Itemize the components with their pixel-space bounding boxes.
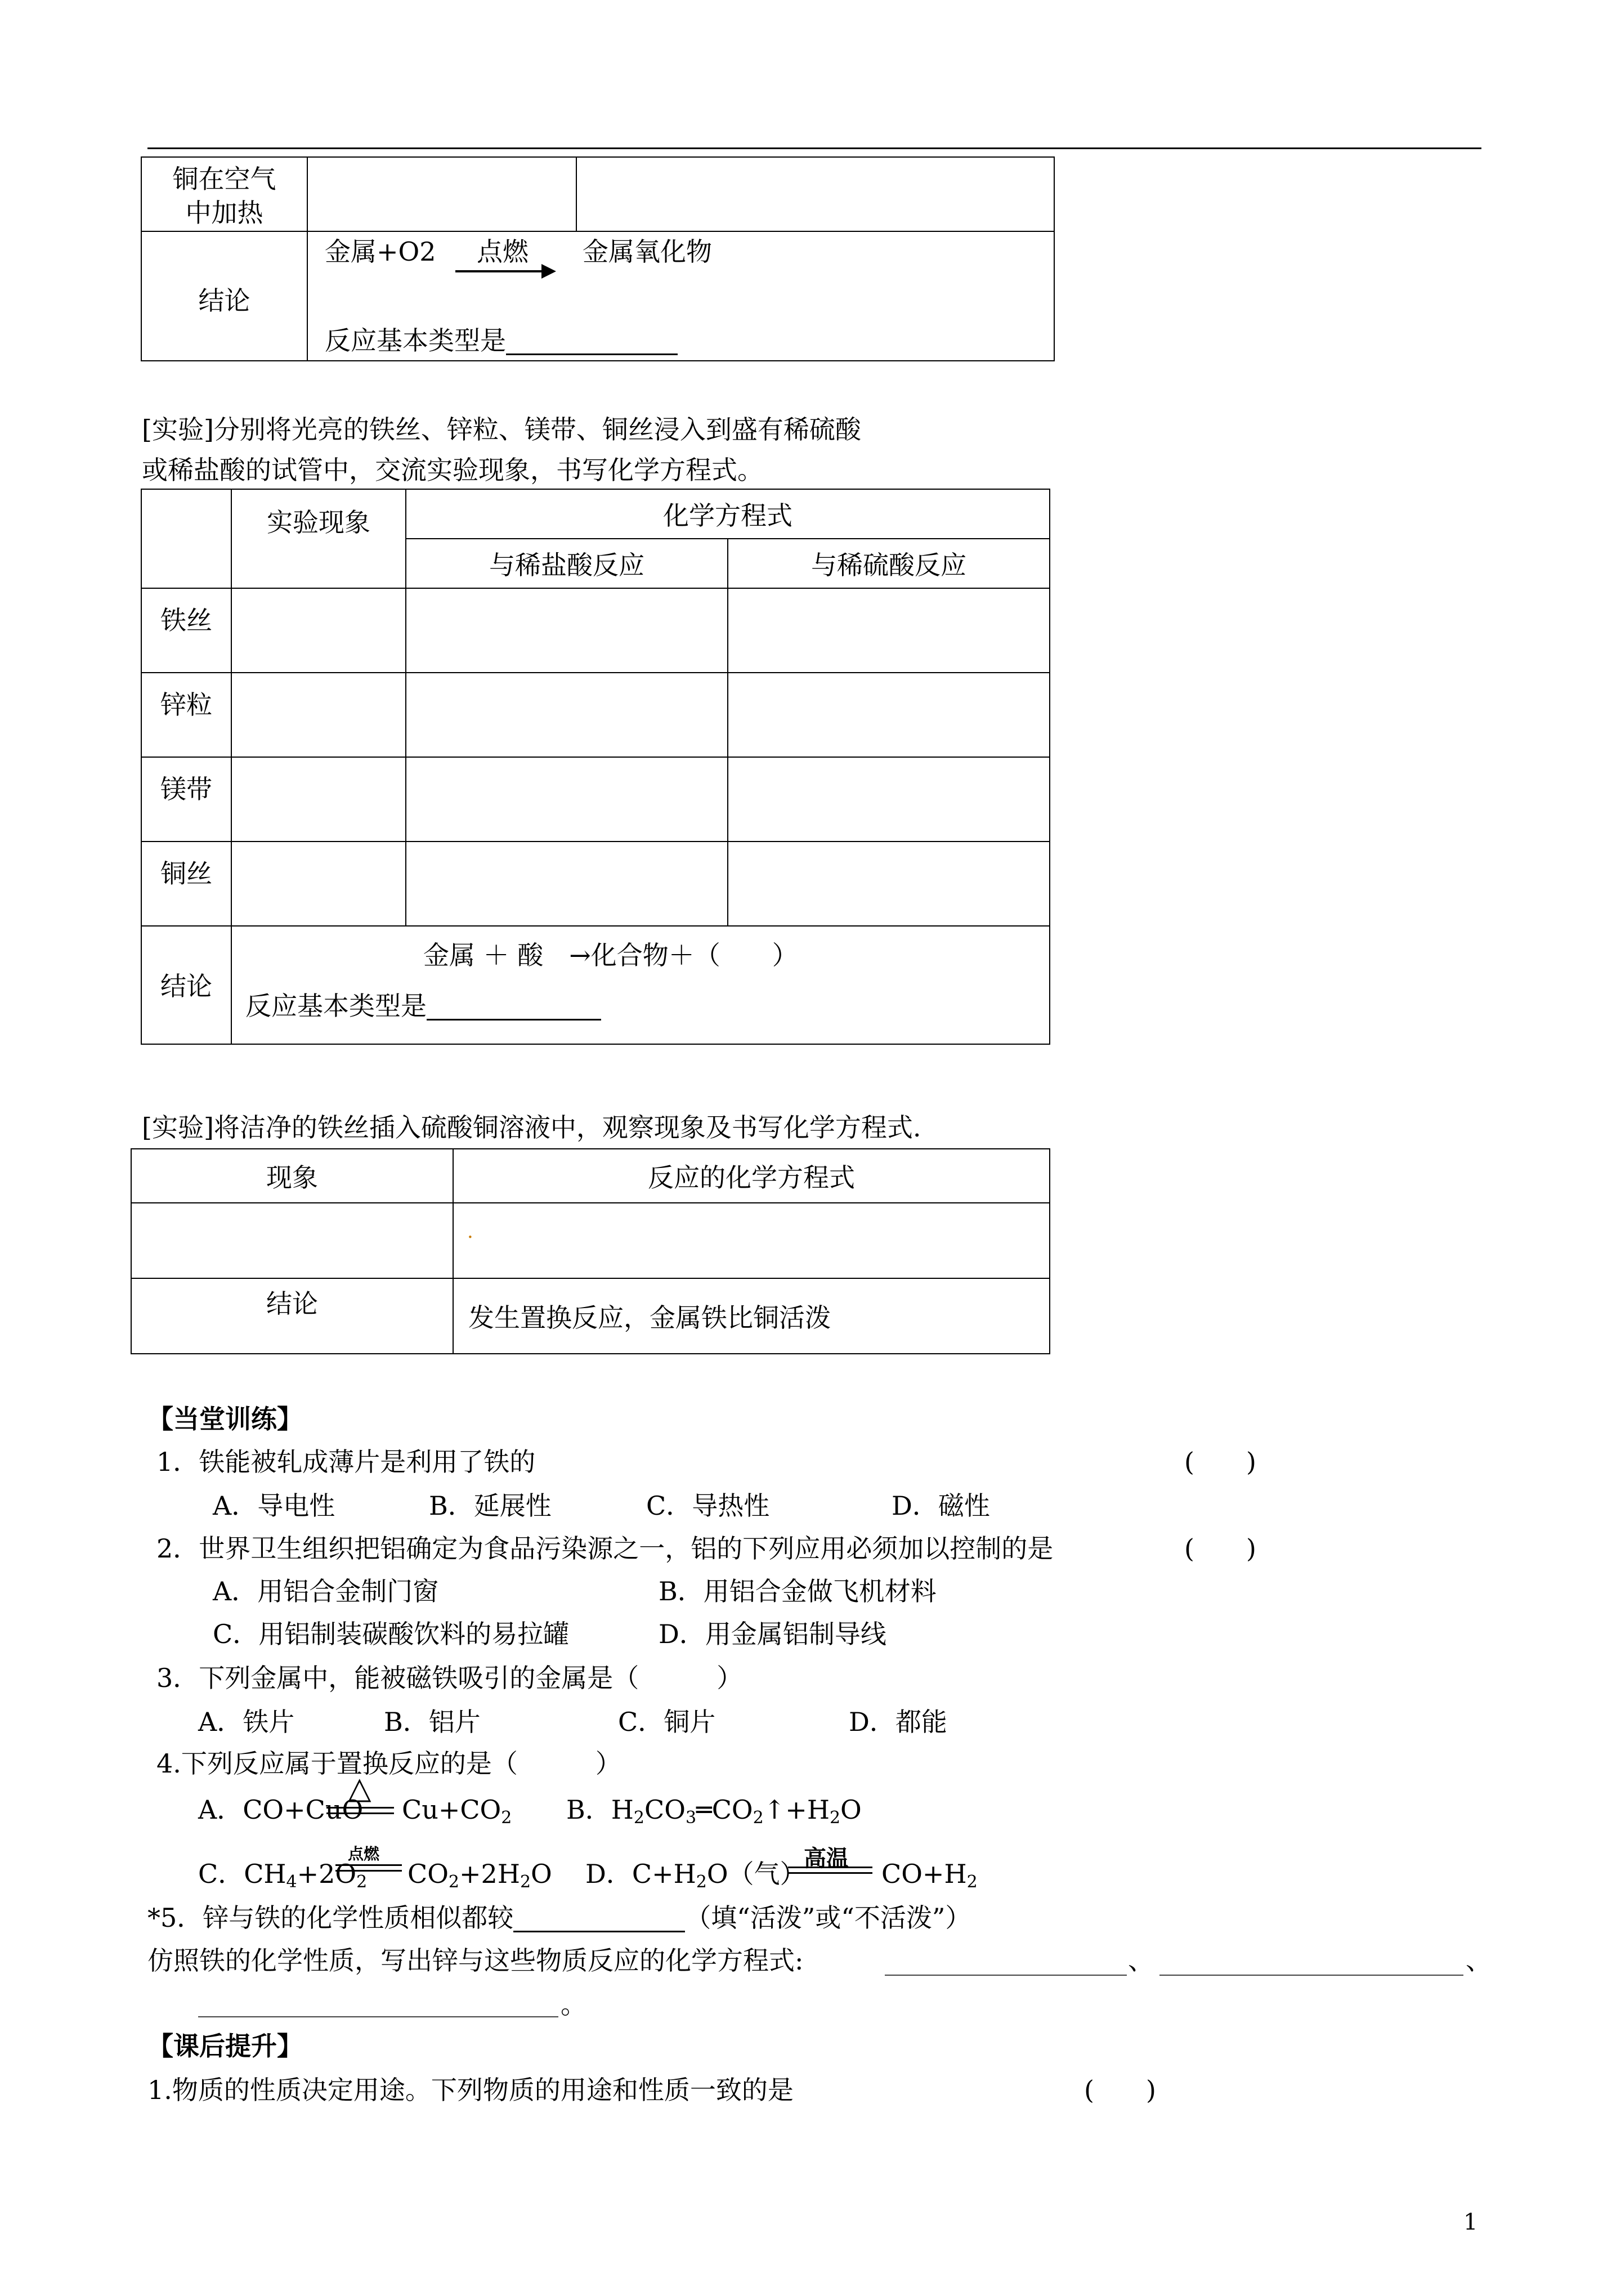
q4-b-tail: ↑+H bbox=[763, 1794, 830, 1825]
cell-cu-phenomenon[interactable] bbox=[231, 842, 406, 926]
page-number: 1 bbox=[1463, 2209, 1478, 2235]
q4-d-sub1: 2 bbox=[696, 1872, 707, 1892]
q5-blank-eq1[interactable] bbox=[885, 1948, 1127, 1976]
exp3-mark: · bbox=[467, 1226, 473, 1248]
reaction-type-text: 反应基本类型是 bbox=[325, 325, 506, 356]
reaction-arrow bbox=[455, 270, 554, 272]
q2-option-a[interactable]: A．用铝合金制门窗 bbox=[213, 1576, 439, 1606]
q4-d-product: CO+H bbox=[881, 1859, 967, 1889]
exp3-conclusion-text: 发生置换反应，金属铁比铜活泼 bbox=[468, 1303, 831, 1333]
q3-text: 3．下列金属中，能被磁铁吸引的金属是（ ） bbox=[156, 1663, 743, 1693]
cell-iron-h2so4[interactable] bbox=[728, 588, 1050, 673]
header-rule bbox=[147, 147, 1481, 149]
q4-c-condition: 点燃 bbox=[348, 1845, 380, 1863]
cell-exp3-phenomenon[interactable] bbox=[131, 1203, 453, 1278]
exp3-conclusion-label: 结论 bbox=[266, 1288, 318, 1319]
q4-c-sub3: 2 bbox=[448, 1872, 460, 1892]
cell-conclusion2 bbox=[231, 926, 1050, 1044]
q5-suffix: （填“活泼”或“不活泼”） bbox=[685, 1903, 971, 1933]
cell-header-equation bbox=[406, 489, 1050, 539]
q4-a-product: Cu+CO bbox=[402, 1794, 501, 1825]
q5-comma1: 、 bbox=[1128, 1945, 1154, 1976]
cell-corner bbox=[141, 489, 231, 588]
cell-row-copper bbox=[141, 842, 231, 926]
q5-comma2: 、 bbox=[1466, 1945, 1492, 1976]
q4-c-sub2: 2 bbox=[356, 1872, 368, 1892]
q4-b-prefix: B．H bbox=[566, 1794, 634, 1825]
q4-a-prefix: A．CO+CuO bbox=[198, 1794, 364, 1825]
q1-option-d[interactable]: D．磁性 bbox=[892, 1491, 990, 1521]
q4-c-product: CO bbox=[408, 1859, 449, 1889]
exp2-intro-line1: [实验]分别将光亮的铁丝、锌粒、镁带、铜丝浸入到盛有稀硫酸 bbox=[142, 414, 861, 445]
cell-cu-h2so4[interactable] bbox=[728, 842, 1050, 926]
q4-a-equals bbox=[326, 1807, 394, 1814]
formula-condition: 点燃 bbox=[477, 236, 529, 267]
cell-header-hcl bbox=[406, 539, 728, 588]
row-label-copper: 铜丝 bbox=[160, 858, 212, 889]
q5-blank[interactable] bbox=[513, 1905, 685, 1932]
q5-line1 bbox=[147, 1905, 971, 1932]
cell-exp3-equation[interactable] bbox=[453, 1203, 1050, 1278]
q5-period: 。 bbox=[561, 1989, 586, 2020]
cell-exp3-conclusion-label bbox=[131, 1278, 453, 1354]
cell-header-h2so4 bbox=[728, 539, 1050, 588]
q4-c-prefix: C．CH bbox=[198, 1859, 286, 1889]
cell-exp3-conclusion bbox=[453, 1278, 1050, 1354]
conclusion2-type-text: 反应基本类型是 bbox=[245, 991, 427, 1021]
cell-iron-hcl[interactable] bbox=[406, 588, 728, 673]
q4-c-end: O bbox=[531, 1859, 552, 1889]
formula-product: 金属氧化物 bbox=[583, 236, 712, 267]
cell-copper-phenomenon[interactable] bbox=[307, 157, 576, 231]
cell-header-phenomenon bbox=[231, 489, 406, 588]
cell-copper-label bbox=[141, 157, 307, 231]
q4-option-d[interactable] bbox=[585, 1861, 806, 1891]
q4-b-sub2: 3 bbox=[685, 1808, 697, 1828]
after-title: 【课后提升】 bbox=[147, 2031, 303, 2061]
q3-option-c[interactable]: C．铜片 bbox=[618, 1707, 716, 1737]
q5-blank-eq2[interactable] bbox=[1159, 1948, 1463, 1976]
header-hcl: 与稀盐酸反应 bbox=[489, 550, 644, 580]
q3-option-d[interactable]: D．都能 bbox=[849, 1707, 947, 1737]
q4-d-sub2: 2 bbox=[966, 1872, 978, 1892]
q4-a-heat-icon: △ bbox=[348, 1770, 371, 1806]
after-q1-text: 1.物质的性质决定用途。下列物质的用途和性质一致的是 bbox=[147, 2075, 794, 2105]
q4-text: 4.下列反应属于置换反应的是（ ） bbox=[156, 1748, 621, 1779]
conclusion-label: 结论 bbox=[198, 285, 250, 316]
q4-b-mid: CO bbox=[644, 1794, 686, 1825]
reaction-type-blank[interactable] bbox=[506, 328, 678, 355]
header-h2so4: 与稀硫酸反应 bbox=[811, 550, 966, 580]
q4-c-sub4: 2 bbox=[520, 1872, 531, 1892]
q4-c-mid: +2O bbox=[297, 1859, 357, 1889]
cell-conclusion-label bbox=[141, 231, 307, 361]
exp3-header-phenomenon: 现象 bbox=[266, 1162, 318, 1193]
exp3-header-equation: 反应的化学方程式 bbox=[648, 1162, 855, 1193]
q4-d-product-wrap bbox=[881, 1861, 978, 1891]
conclusion2-type bbox=[245, 993, 601, 1021]
row-label-zinc: 锌粒 bbox=[160, 690, 212, 720]
q4-c-tail: +2H bbox=[459, 1859, 520, 1889]
cell-iron-phenomenon[interactable] bbox=[231, 588, 406, 673]
cell-mg-phenomenon[interactable] bbox=[231, 757, 406, 842]
exp2-intro-line2: 或稀盐酸的试管中，交流实验现象，书写化学方程式。 bbox=[142, 455, 763, 485]
q4-d-mid: O（气） bbox=[706, 1859, 806, 1889]
q5-line2-text: 仿照铁的化学性质，写出锌与这些物质反应的化学方程式: bbox=[147, 1945, 804, 1976]
cell-conclusion bbox=[307, 231, 1054, 361]
table-metal-acid bbox=[141, 489, 1050, 1045]
q4-a-product-wrap bbox=[402, 1794, 512, 1828]
after-q1-answer-paren[interactable]: ( ) bbox=[1084, 2075, 1156, 2105]
formula-reactant: 金属+O2 bbox=[325, 236, 436, 267]
q5-prefix: *5．锌与铁的化学性质相似都较 bbox=[147, 1903, 514, 1933]
q4-b-end: O bbox=[840, 1794, 862, 1825]
copper-label-line1: 铜在空气 bbox=[172, 164, 276, 194]
q4-b-eq: ═CO bbox=[696, 1794, 753, 1825]
q1-answer-paren[interactable]: ( ) bbox=[1184, 1447, 1256, 1477]
cell-row-magnesium bbox=[141, 757, 231, 842]
cell-zinc-h2so4[interactable] bbox=[728, 673, 1050, 757]
conclusion2-formula: 金属 ＋ 酸 →化合物＋（ ） bbox=[423, 940, 798, 970]
q4-b-sub3: 2 bbox=[753, 1808, 764, 1828]
row-label-magnesium: 镁带 bbox=[160, 774, 212, 804]
cell-mg-h2so4[interactable] bbox=[728, 757, 1050, 842]
q1-text: 1．铁能被轧成薄片是利用了铁的 bbox=[156, 1447, 536, 1477]
q2-answer-paren[interactable]: ( ) bbox=[1184, 1533, 1256, 1564]
q2-text: 2．世界卫生组织把铝确定为食品污染源之一，铝的下列应用必须加以控制的是 bbox=[156, 1533, 1054, 1564]
q4-option-b[interactable] bbox=[566, 1794, 862, 1828]
table-copy-heating bbox=[141, 156, 1055, 361]
q4-d-equals bbox=[788, 1867, 872, 1874]
cell-zinc-hcl[interactable] bbox=[406, 673, 728, 757]
q4-c-equals bbox=[335, 1864, 402, 1872]
q1-option-a[interactable]: A．导电性 bbox=[213, 1491, 335, 1521]
cell-exp3-header-phenomenon bbox=[131, 1149, 453, 1203]
q4-b-sub1: 2 bbox=[633, 1808, 645, 1828]
q4-b-sub4: 2 bbox=[829, 1808, 841, 1828]
q4-d-prefix: D．C+H bbox=[585, 1859, 696, 1889]
q1-option-b[interactable]: B．延展性 bbox=[429, 1491, 552, 1521]
conclusion2-type-blank[interactable] bbox=[427, 993, 601, 1021]
header-phenomenon: 实验现象 bbox=[267, 507, 370, 538]
row-label-iron: 铁丝 bbox=[160, 605, 212, 635]
q4-c-product-wrap bbox=[408, 1861, 552, 1891]
cell-cu-hcl[interactable] bbox=[406, 842, 728, 926]
reaction-type-label bbox=[325, 325, 678, 356]
q2-option-d[interactable]: D．用金属铝制导线 bbox=[659, 1619, 886, 1649]
cell-mg-hcl[interactable] bbox=[406, 757, 728, 842]
q4-c-sub1: 4 bbox=[286, 1872, 297, 1892]
cell-row-zinc bbox=[141, 673, 231, 757]
cell-conclusion2-label bbox=[141, 926, 231, 1044]
exp3-intro: [实验]将洁净的铁丝插入硫酸铜溶液中，观察现象及书写化学方程式. bbox=[142, 1112, 921, 1143]
conclusion2-label: 结论 bbox=[160, 971, 212, 1001]
cell-zinc-phenomenon[interactable] bbox=[231, 673, 406, 757]
q4-a-sub: 2 bbox=[501, 1808, 512, 1828]
cell-row-iron bbox=[141, 588, 231, 673]
cell-exp3-header-equation bbox=[453, 1149, 1050, 1203]
table-iron-copper-sulfate bbox=[131, 1148, 1050, 1354]
q4-d-condition: 高温 bbox=[804, 1845, 849, 1872]
header-equation: 化学方程式 bbox=[663, 500, 792, 531]
q3-option-a[interactable]: A．铁片 bbox=[198, 1707, 295, 1737]
q3-option-b[interactable]: B．铝片 bbox=[384, 1707, 481, 1737]
cell-copper-equation[interactable] bbox=[576, 157, 1054, 231]
copper-label-line2: 中加热 bbox=[185, 198, 263, 228]
training-title: 【当堂训练】 bbox=[147, 1404, 303, 1434]
q1-option-c[interactable]: C．导热性 bbox=[646, 1491, 770, 1521]
q2-option-b[interactable]: B．用铝合金做飞机材料 bbox=[659, 1576, 937, 1606]
q5-blank-eq3[interactable] bbox=[198, 1989, 558, 2017]
q2-option-c[interactable]: C．用铝制装碳酸饮料的易拉罐 bbox=[213, 1619, 570, 1649]
